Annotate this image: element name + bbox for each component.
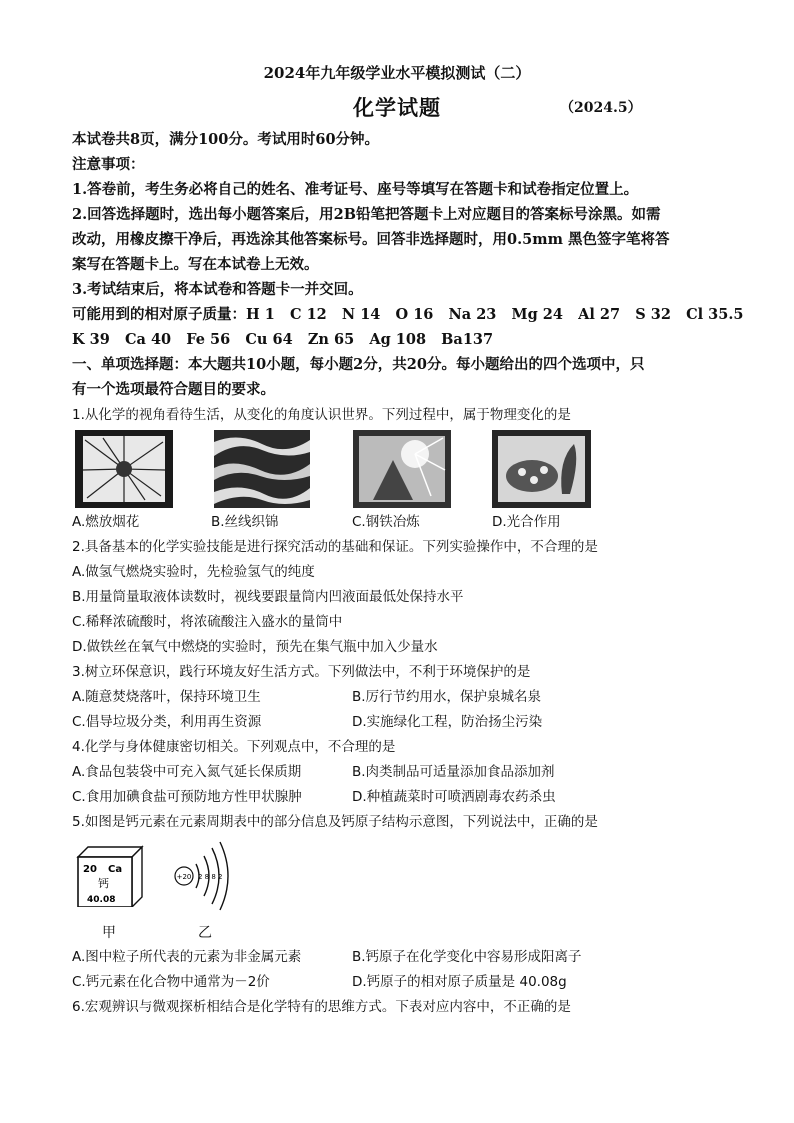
q6-stem: 6.宏观辨识与微观探析相结合是化学特有的思维方式。下表对应内容中，不正确的是 bbox=[72, 999, 571, 1015]
atomic-structure-diagram bbox=[170, 838, 234, 914]
q1-option-a: A.燃放烟花 bbox=[72, 514, 140, 530]
photosynthesis-photo bbox=[492, 430, 591, 508]
fireworks-photo bbox=[75, 430, 173, 508]
atomic-mass: 40.08 bbox=[87, 895, 116, 905]
page-info: 本试卷共8页，满分100分。考试用时60分钟。 bbox=[72, 131, 380, 148]
notice-2c: 案写在答题卡上。写在本试卷上无效。 bbox=[72, 256, 319, 273]
q3-option-d: D.实施绿化工程，防治扬尘污染 bbox=[352, 714, 543, 730]
section-heading-2: 有一个选项最符合题目的要求。 bbox=[72, 381, 275, 398]
q2-option-a: A.做氢气燃烧实验时，先检验氢气的纯度 bbox=[72, 564, 315, 580]
q2-option-b: B.用量筒量取液体读数时，视线要跟量筒内凹液面最低处保持水平 bbox=[72, 589, 464, 605]
q2-stem: 2.具备基本的化学实验技能是进行探究活动的基础和保证。下列实验操作中，不合理的是 bbox=[72, 539, 598, 555]
electron-shells: 2 8 8 2 bbox=[198, 873, 223, 881]
q4-option-d: D.种植蔬菜时可喷洒剧毒农药杀虫 bbox=[352, 789, 556, 805]
q1-stem: 1.从化学的视角看待生活，从变化的角度认识世界。下列过程中，属于物理变化的是 bbox=[72, 407, 571, 423]
q4-option-b: B.肉类制品可适量添加食品添加剂 bbox=[352, 764, 555, 780]
notice-2b: 改动，用橡皮擦干净后，再选涂其他答案标号。回答非选择题时，用0.5mm 黑色签字笔将答 bbox=[72, 231, 670, 248]
notice-3: 3.考试结束后，将本试卷和答题卡一并交回。 bbox=[72, 281, 363, 298]
notice-2a: 2.回答选择题时，选出每小题答案后，用2B铅笔把答题卡上对应题目的答案标号涂黑。如需 bbox=[72, 206, 661, 223]
q3-option-a: A.随意焚烧落叶，保持环境卫生 bbox=[72, 689, 261, 705]
q2-option-c: C.稀释浓硫酸时，将浓硫酸注入盛水的量筒中 bbox=[72, 614, 343, 630]
nucleus-charge: +20 bbox=[176, 873, 192, 881]
q5-stem: 5.如图是钙元素在元素周期表中的部分信息及钙原子结构示意图，下列说法中，正确的是 bbox=[72, 814, 598, 830]
atomic-masses-2: K 39 Ca 40 Fe 56 Cu 64 Zn 65 Ag 108 Ba137 bbox=[72, 331, 494, 348]
q5-option-a: A.图中粒子所代表的元素为非金属元素 bbox=[72, 949, 302, 965]
atomic-number: 20 bbox=[83, 864, 97, 875]
q3-option-c: C.倡导垃圾分类，利用再生资源 bbox=[72, 714, 262, 730]
q3-option-b: B.厉行节约用水，保护泉城名泉 bbox=[352, 689, 542, 705]
q4-stem: 4.化学与身体健康密切相关。下列观点中，不合理的是 bbox=[72, 739, 396, 755]
q4-option-c: C.食用加碘食盐可预防地方性甲状腺肿 bbox=[72, 789, 302, 805]
q4-option-a: A.食品包装袋中可充入氮气延长保质期 bbox=[72, 764, 302, 780]
section-heading-1: 一、单项选择题：本大题共10小题，每小题2分，共20分。每小题给出的四个选项中，只 bbox=[72, 356, 645, 373]
q5-option-d: D.钙原子的相对原子质量是 40.08g bbox=[352, 974, 567, 990]
q1-option-b: B.丝线织锦 bbox=[211, 514, 279, 530]
steel-smelting-photo bbox=[353, 430, 451, 508]
notice-1: 1.答卷前，考生务必将自己的姓名、准考证号、座号等填写在答题卡和试卷指定位置上。 bbox=[72, 181, 639, 198]
figure-label-yi: 乙 bbox=[198, 925, 212, 941]
figure-label-jia: 甲 bbox=[102, 925, 116, 941]
q2-option-d: D.做铁丝在氧气中燃烧的实验时，预先在集气瓶中加入少量水 bbox=[72, 639, 438, 655]
element-symbol: Ca bbox=[108, 864, 123, 875]
exam-title: 2024年九年级学业水平模拟测试（二） bbox=[263, 64, 531, 82]
q1-option-c: C.钢铁冶炼 bbox=[352, 514, 420, 530]
exam-date: （2024.5） bbox=[560, 100, 642, 116]
element-name: 钙 bbox=[98, 877, 109, 890]
q1-option-d: D.光合作用 bbox=[492, 514, 561, 530]
subject-title: 化学试题 bbox=[353, 95, 441, 120]
q5-option-b: B.钙原子在化学变化中容易形成阳离子 bbox=[352, 949, 582, 965]
notice-title: 注意事项： bbox=[72, 156, 145, 173]
atomic-masses-1: 可能用到的相对原子质量：H 1 C 12 N 14 O 16 Na 23 Mg 24 Al 27 S 32 Cl 35.5 bbox=[72, 306, 744, 323]
q3-stem: 3.树立环保意识，践行环境友好生活方式。下列做法中，不利于环境保护的是 bbox=[72, 664, 531, 680]
brocade-photo bbox=[214, 430, 310, 508]
q5-option-c: C.钙元素在化合物中通常为－2价 bbox=[72, 974, 270, 990]
periodic-table-cell bbox=[76, 845, 144, 907]
